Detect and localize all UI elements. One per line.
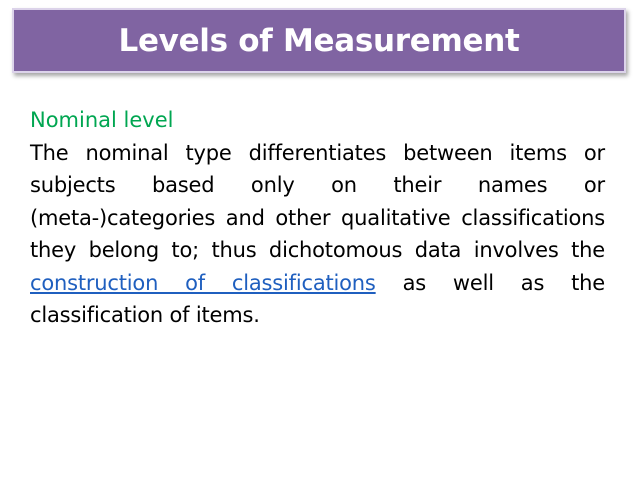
slide-title-bar xyxy=(12,8,626,73)
slide-title: Levels of Measurement xyxy=(118,22,520,59)
slide-body xyxy=(30,104,605,332)
body-paragraph xyxy=(30,137,605,332)
subheading-nominal-level: Nominal level xyxy=(30,108,174,132)
construction-of-classifications-link[interactable]: construction of classifications xyxy=(30,270,376,295)
paragraph-text-after-link: as well as the classification of items. xyxy=(30,270,605,327)
paragraph-text-before-link: The nominal type differentiates between items or subjects based only on their names or (meta-)categories and other qualitative classifications they belong to; thus dichotomous data involves the xyxy=(30,140,605,262)
